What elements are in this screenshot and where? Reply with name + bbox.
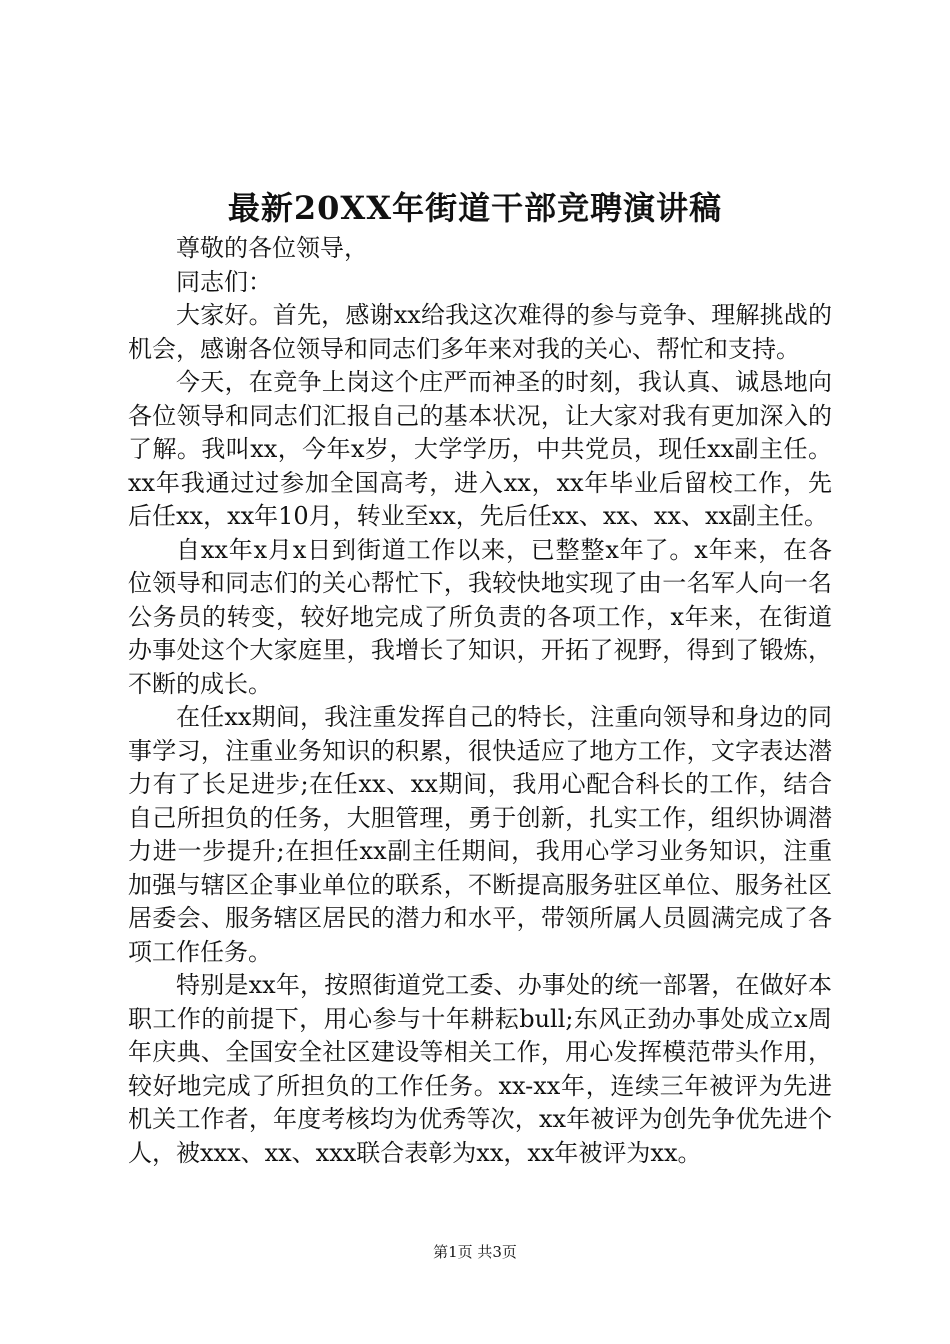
body-paragraph: 特别是xx年，按照街道党工委、办事处的统一部署，在做好本职工作的前提下，用心参与十年耕耘bull;东风正劲办事处成立x周年庆典、全国安全社区建设等相关工作，用心发挥模范带头作用，较好地完成了所担负的工作任务。xx-xx年，连续三年被评为先进机关工作者，年度考核均为优秀等次，xx年被评为创先争优先进个人，被xxx、xx、xxx联合表彰为xx，xx年被评为xx。	[128, 971, 832, 1167]
salutation-line: 尊敬的各位领导，	[176, 234, 368, 262]
salutation-line: 同志们：	[176, 267, 272, 296]
document-title: 最新20XX年街道干部竞聘演讲稿	[227, 189, 723, 227]
body-paragraph: 今天，在竞争上岗这个庄严而神圣的时刻，我认真、诚恳地向各位领导和同志们汇报自己的基本状况，让大家对我有更加深入的了解。我叫xx，今年x岁，大学学历，中共党员，现任xx副主任。xx年我通过过参加全国高考，进入xx，xx年毕业后留校工作，先后任xx，xx年10月，转业至xx，先后任xx、xx、xx、xx副主任。	[128, 368, 832, 530]
body-paragraph: 大家好。首先，感谢xx给我这次难得的参与竞争、理解挑战的机会，感谢各位领导和同志们多年来对我的关心、帮忙和支持。	[128, 301, 832, 363]
page-number-footer: 第1页 共3页	[433, 1243, 517, 1261]
body-paragraph: 在任xx期间，我注重发挥自己的特长，注重向领导和身边的同事学习，注重业务知识的积累，很快适应了地方工作，文字表达潜力有了长足进步;在任xx、xx期间，我用心配合科长的工作，结合自己所担负的任务，大胆管理，勇于创新，扎实工作，组织协调潜力进一步提升;在担任xx副主任期间，我用心学习业务知识，注重加强与辖区企事业单位的联系，不断提高服务驻区单位、服务社区居委会、服务辖区居民的潜力和水平，带领所属人员圆满完成了各项工作任务。	[128, 703, 832, 966]
body-paragraph: 自xx年x月x日到街道工作以来，已整整x年了。x年来，在各位领导和同志们的关心帮忙下，我较快地实现了由一名军人向一名公务员的转变，较好地完成了所负责的各项工作，x年来，在街道办事处这个大家庭里，我增长了知识，开拓了视野，得到了锻炼，不断的成长。	[128, 535, 832, 698]
document-body	[128, 232, 832, 1170]
